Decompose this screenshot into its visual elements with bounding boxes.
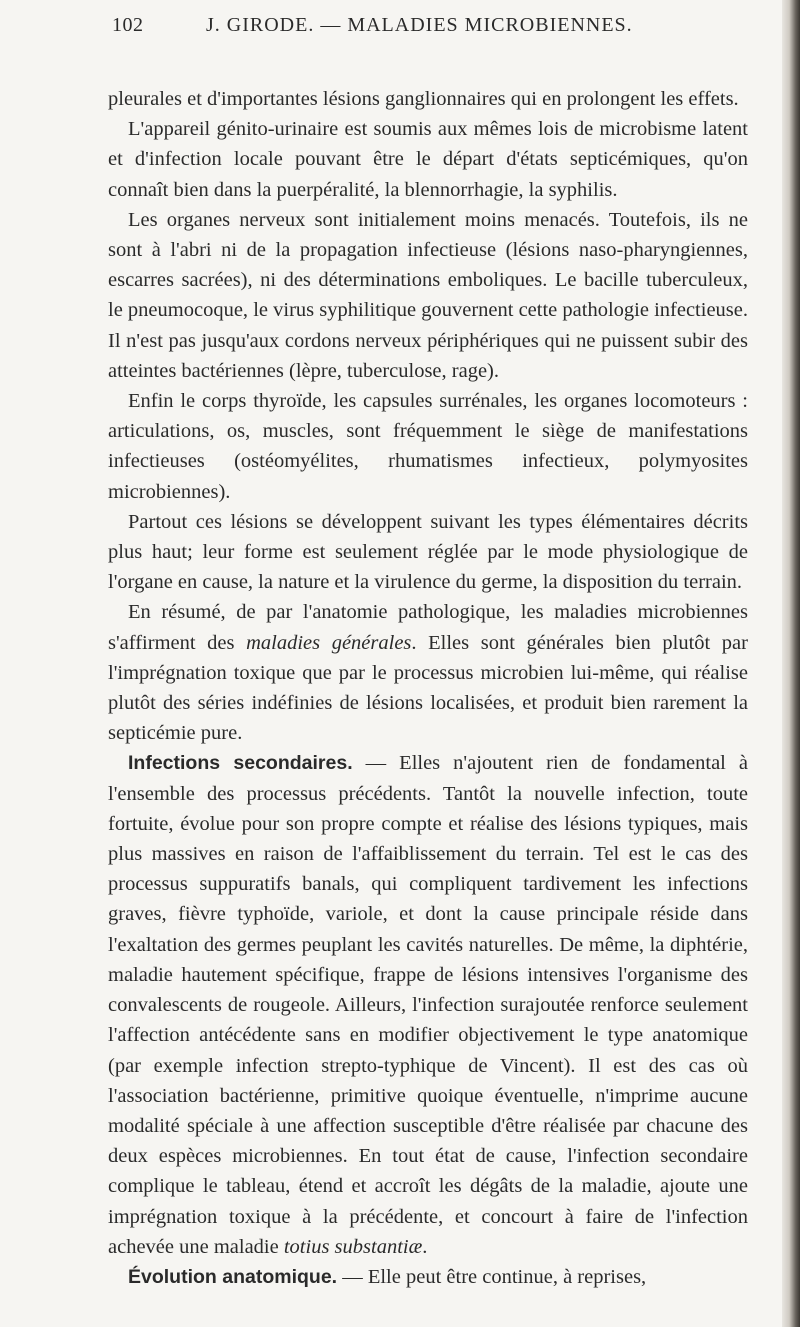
paragraph-text: pleurales et d'importantes lésions ganglionnaires qui en prolongent les effets. bbox=[108, 88, 739, 110]
paragraph bbox=[108, 748, 748, 1261]
paragraph bbox=[108, 114, 748, 205]
paragraph-text: . Elles sont générales bien plutôt par l'imprégnation toxique que par le processus microbien lui-même, qui réalise plutôt des séries indéfinies de lésions localisées, et produit bien rarement la septicémie pure. bbox=[108, 631, 748, 745]
running-head-title: J. GIRODE. — MALADIES MICROBIENNES. bbox=[206, 14, 633, 36]
paragraph-text: Partout ces lésions se développent suivant les types élémentaires décrits plus haut; leur forme est seulement réglée par le mode physiologique de l'organe en cause, la nature et la virulence du germe, la disposition du terrain. bbox=[108, 510, 748, 594]
paragraph bbox=[108, 597, 748, 748]
body-text bbox=[108, 84, 748, 1292]
emphasis-text: totius substantiæ bbox=[283, 1235, 423, 1258]
emphasis-text: maladies générales bbox=[246, 631, 412, 654]
paragraph-text: — Elle peut être continue, à reprises, bbox=[337, 1265, 647, 1288]
paragraph bbox=[108, 205, 748, 386]
page-number: 102 bbox=[112, 14, 144, 36]
section-heading-infections-secondaires: Infections secondaires. bbox=[128, 752, 353, 775]
paragraph-text: Enfin le corps thyroïde, les capsules surrénales, les organes locomoteurs : articulations, os, muscles, sont fréquemment le siège de manifestations infectieuses (ostéomyélites, rhumatismes infectieux, polymyosites microbiennes). bbox=[108, 390, 748, 503]
running-header bbox=[112, 14, 712, 46]
paragraph-text: L'appareil génito-urinaire est soumis aux mêmes lois de microbisme latent et d'infection locale pouvant être le départ d'états septicémiques, qu'on connaît bien dans la puerpéralité, la blennorrhagie, la syphilis. bbox=[108, 118, 748, 201]
paragraph bbox=[108, 507, 748, 598]
paragraph bbox=[108, 84, 748, 114]
paragraph-text: — Elles n'ajoutent rien de fondamental à l'ensemble des processus précédents. Tantôt la nouvelle infection, toute fortuite, évolue pour son propre compte et réalise des lésions typiques, mais plus massives en raison de l'affaiblissement du terrain. Tel est le cas des processus suppuratifs banals, qui compliquent tardivement les infections graves, fièvre typhoïde, variole, et dont la cause principale réside dans l'exaltation des germes peuplant les cavités naturelles. De même, la diphtérie, maladie hautement spécifique, frappe de lésions intensives l'organisme des convalescents de rougeole. Ailleurs, l'infection surajoutée renforce seulement l'affection antécédente sans en modifier objectivement le type anatomique (par exemple infection strepto-typhique de Vincent). Il est des cas où l'association bactérienne, primitive quoique éventuelle, n'imprime aucune modalité spéciale à une affection susceptible d'être réalisée par chacune des deux espèces microbiennes. En tout état de cause, l'infection secondaire complique le tableau, étend et accroît les dégâts de la maladie, ajoute une imprégnation toxique à la précédente, et concourt à faire de l'infection achevée une maladie bbox=[108, 752, 748, 1258]
section-heading-evolution-anatomique: Évolution anatomique. bbox=[128, 1265, 338, 1288]
paragraph-text: . bbox=[422, 1235, 428, 1258]
page-binding-edge bbox=[782, 0, 800, 1327]
paragraph-text: En résumé, de par l'anatomie pathologique, les maladies microbiennes s'affirment des bbox=[108, 601, 748, 654]
paragraph bbox=[108, 386, 748, 507]
paragraph-text: Les organes nerveux sont initialement moins menacés. Toutefois, ils ne sont à l'abri ni de la propagation infectieuse (lésions naso-pharyngiennes, escarres sacrées), ni des déterminations emboliques. Le bacille tuberculeux, le pneumocoque, le virus syphilitique gouvernent cette pathologie infectieuse. Il n'est pas jusqu'aux cordons nerveux périphériques qui ne puissent subir des atteintes bactériennes (lèpre, tuberculose, rage). bbox=[108, 208, 748, 382]
paragraph bbox=[108, 1262, 748, 1292]
